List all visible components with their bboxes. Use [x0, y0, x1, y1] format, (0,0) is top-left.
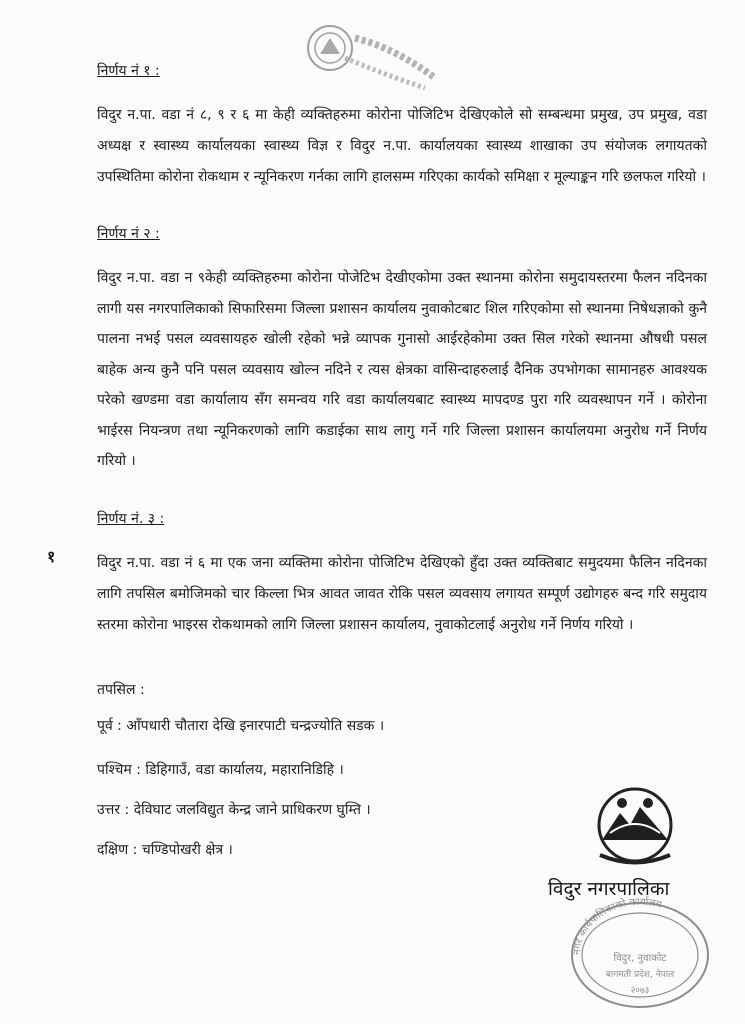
stamp-place: विदुर, नुवाकोट: [613, 953, 667, 964]
schedule-north: उत्तर : देविघाट जलविद्युत केन्द्र जाने प्राधिकरण घुम्ति ।: [97, 802, 371, 818]
resolution-3-body: विदुर न.पा. वडा नं ६ मा एक जना व्यक्तिमा कोरोना पोजिटिभ देखिएको हुँदा उक्त व्यक्तिबाट समुदयमा फैलिन नदिनका लागि तपसिल बमोजिमको चार किल्ला भित्र आवत जावत रोकि पसल व्यवसाय लगायत सम्पूर्ण उद्योगहरु बन्द गरि समुदाय स्तरमा कोरोना भाइरस रोकथामको लागि जिल्ला प्रशासन कार्यालय, नुवाकोटलाई अनुरोध गर्ने निर्णय गरियो ।: [97, 555, 707, 633]
schedule-west: पश्चिम : डिहिगाउँ, वडा कार्यालय, महारानिडिहि ।: [97, 762, 344, 778]
resolution-2-body: विदुर न.पा. वडा न ९केही व्यक्तिहरुमा कोरोना पोजेटिभ देखीएकोमा उक्त स्थानमा कोरोना समुदायस्तरमा फैलन नदिनका लागी यस नगरपालिकाको सिफारिसमा जिल्ला प्रशासन कार्यालय नुवाकोटबाट शिल गरिएकोमा सो स्थानमा निषेधज्ञाको कुनै पालना नभई पसल व्यवसायहरु खोली रहेको भन्ने व्यापक गुनासो आईरहेकोमा उक्त सिल गरेको स्थानमा औषधी पसल बाहेक अन्य कुनै पनि पसल व्यवसाय खोल्न नदिने र त्यस क्षेत्रका वासिन्दाहरुलाई दैनिक उपभोगका सामानहरु आवश्यक परेको खण्डमा वडा कार्यालाय सँग समन्वय गरि वडा कार्यालयबाट स्वास्थ्य मापदण्ड पुरा गरि व्यवस्थापन गर्ने । कोरोना भाईरस नियन्त्रण तथा न्यूनिकरणको लागि कडाईका साथ लागु गर्ने गरि जिल्ला प्रशासन कार्यालयमा अनुरोध गर्ने निर्णय गरियो ।: [97, 270, 707, 469]
resolution-3-heading: निर्णय नं. ३ :: [97, 511, 165, 527]
resolution-1-heading: निर्णय नं १ :: [97, 63, 160, 79]
stamp-ring-text: नगर कार्यपालिकाको कार्यालय: [571, 896, 663, 956]
svg-text:नगर कार्यपालिकाको कार्यालय: [572, 896, 663, 955]
signature-name: विदुर नगरपालिका: [548, 878, 670, 900]
stamp-year: २०७३: [630, 986, 650, 996]
resolution-1-body: विदुर न.पा. वडा नं ८, ९ र ६ मा केही व्यक्तिहरुमा कोरोना पोजिटिभ देखिएकोले सो सम्बन्धमा प्रमुख, उप प्रमुख, वडा अध्यक्ष र स्वास्थ्य कार्यालयका स्वास्थ्य विज्ञ र विदुर न.पा. कार्यालयका स्वास्थ्य शाखाका उप संयोजक लगायतको उपस्थितिमा कोरोना रोकथाम र न्यूनिकरण गर्नका लागि हालसम्म गरिएका कार्यको समिक्षा र मूल्याङ्कन गरि छलफल गरियो ।: [97, 107, 707, 185]
schedule-title: तपसिल :: [97, 682, 145, 698]
stamp-province: बागमती प्रदेश, नेपाल: [605, 970, 675, 980]
schedule-south: दक्षिण : चण्डिपोखरी क्षेत्र ।: [97, 842, 233, 858]
office-round-stamp: [565, 895, 715, 1010]
margin-mark: १: [47, 547, 56, 566]
top-stamp-seal: [285, 18, 445, 93]
resolution-2-heading: निर्णय नं २ :: [97, 226, 160, 242]
schedule-east: पूर्व : आँपधारी चौतारा देखि इनारपाटी चन्द्रज्योति सडक ।: [97, 718, 385, 734]
